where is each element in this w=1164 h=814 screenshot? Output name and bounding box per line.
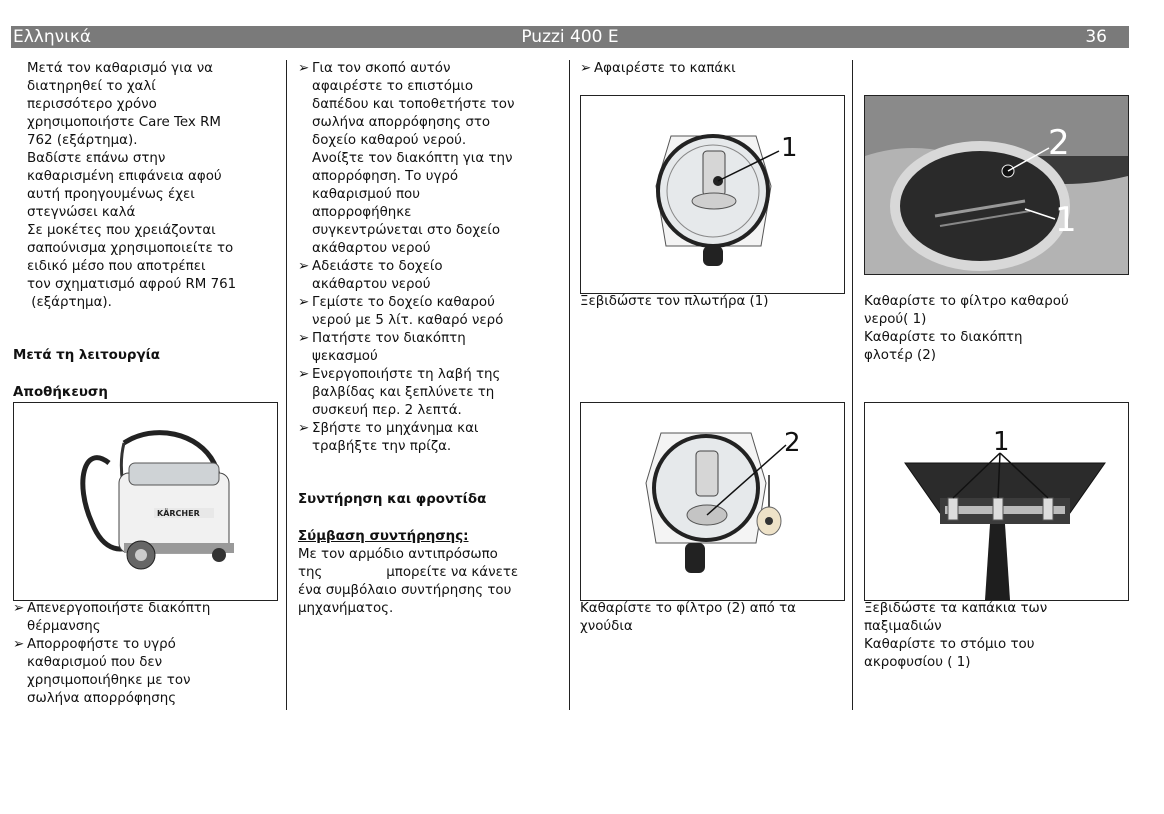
filter-photo bbox=[580, 402, 845, 601]
language-label: Ελληνικά bbox=[13, 27, 92, 47]
callout-2: 2 bbox=[784, 428, 801, 458]
column-divider bbox=[286, 60, 287, 710]
bullet-item: ➢ Πατήστε τον διακόπτη ψεκασμού bbox=[298, 331, 466, 364]
bullet-item: ➢ Σβήστε το μηχάνημα και τραβήξτε την πρίζα. bbox=[298, 421, 479, 454]
bullet-item: ➢ Απορροφήστε το υγρό καθαρισμού που δεν χρησιμοποιήθηκε με τον σωλήνα απορρόφησης bbox=[13, 637, 191, 706]
float-photo bbox=[580, 95, 845, 294]
bullet-marker: ➢ bbox=[13, 637, 25, 652]
caption-nozzle-caps: Ξεβιδώστε τα καπάκια των παξιμαδιών Καθαρίστε το στόμιο του ακροφυσίου ( 1) bbox=[864, 601, 1048, 670]
column-divider bbox=[852, 60, 853, 710]
bullet-item: ➢ Για τον σκοπό αυτόν αφαιρέστε το επιστόμιο δαπέδου και τοποθετήστε τον σωλήνα απορρόφησης στο δοχείο καθαρού νερού. Ανοίξτε τον διακόπτη για την απορρόφηση. Το υγρό καθαρισμού που απορροφήθηκε συγκεντρώνεται στο δοχείο ακάθαρτου νερού bbox=[298, 61, 515, 256]
bullet-marker: ➢ bbox=[298, 331, 310, 346]
bullet-item: ➢ Γεμίστε το δοχείο καθαρού νερού με 5 λίτ. καθαρό νερό bbox=[298, 295, 504, 328]
bullet-marker: ➢ bbox=[580, 61, 592, 76]
tank-interior-photo bbox=[864, 95, 1129, 275]
maintenance-contract-text: Με τον αρμόδιο αντιπρόσωπο της μπορείτε να κάνετε ένα συμβόλαιο συντήρησης του μηχανήματος. bbox=[298, 547, 519, 616]
bullet-marker: ➢ bbox=[13, 601, 25, 616]
heading-maintenance: Συντήρηση και φροντίδα bbox=[298, 492, 487, 507]
callout-2: 2 bbox=[1048, 123, 1070, 163]
machine-photo bbox=[13, 402, 278, 601]
callout-1: 1 bbox=[1055, 200, 1077, 240]
bullet-marker: ➢ bbox=[298, 61, 310, 76]
heading-storage: Αποθήκευση bbox=[13, 385, 108, 400]
bullet-item: ➢ Αφαιρέστε το καπάκι bbox=[580, 61, 736, 76]
bullet-marker: ➢ bbox=[298, 421, 310, 436]
care-intro-text: Μετά τον καθαρισμό για να διατηρηθεί το χαλί περισσότερο χρόνο χρησιμοποιήστε Care Tex RM 762 (εξάρτημα). Βαδίστε επάνω στην καθαρισμένη επιφάνεια αφού αυτή προηγουμένως έχει στεγνώσει καλά Σε μοκέτες που χρειάζονται σαπούνισμα χρησιμοποιείτε το ειδικό μέσο που αποτρέπει τον σχηματισμό αφρού RM 761 (εξάρτημα). bbox=[27, 61, 237, 310]
nozzle-photo bbox=[864, 402, 1129, 601]
column-divider bbox=[569, 60, 570, 710]
bullet-marker: ➢ bbox=[298, 295, 310, 310]
bullet-marker: ➢ bbox=[298, 367, 310, 382]
bullet-item: ➢ Απενεργοποιήστε διακόπτη θέρμανσης bbox=[13, 601, 211, 634]
bullet-marker: ➢ bbox=[298, 259, 310, 274]
product-title: Puzzi 400 E bbox=[521, 27, 619, 47]
callout-1: 1 bbox=[781, 133, 798, 163]
header-bar bbox=[11, 26, 1129, 48]
bullet-item: ➢ Ενεργοποιήστε τη λαβή της βαλβίδας και ξεπλύνετε τη συσκευή περ. 2 λεπτά. bbox=[298, 367, 501, 418]
caption-clean-water-filter: Καθαρίστε το φίλτρο καθαρού νερού( 1) Καθαρίστε το διακόπτη φλοτέρ (2) bbox=[864, 294, 1069, 363]
brand-label: KÄRCHER bbox=[157, 509, 200, 518]
page-number: 36 bbox=[1085, 27, 1107, 47]
caption-unscrew-float: Ξεβιδώστε τον πλωτήρα (1) bbox=[580, 294, 769, 309]
bullet-item: ➢ Αδειάστε το δοχείο ακάθαρτου νερού bbox=[298, 259, 443, 292]
caption-clean-filter: Καθαρίστε το φίλτρο (2) από τα χνούδια bbox=[580, 601, 796, 634]
callout-1: 1 bbox=[993, 427, 1010, 457]
heading-maintenance-contract: Σύμβαση συντήρησης: bbox=[298, 529, 469, 544]
heading-after-operation: Μετά τη λειτουργία bbox=[13, 348, 160, 363]
